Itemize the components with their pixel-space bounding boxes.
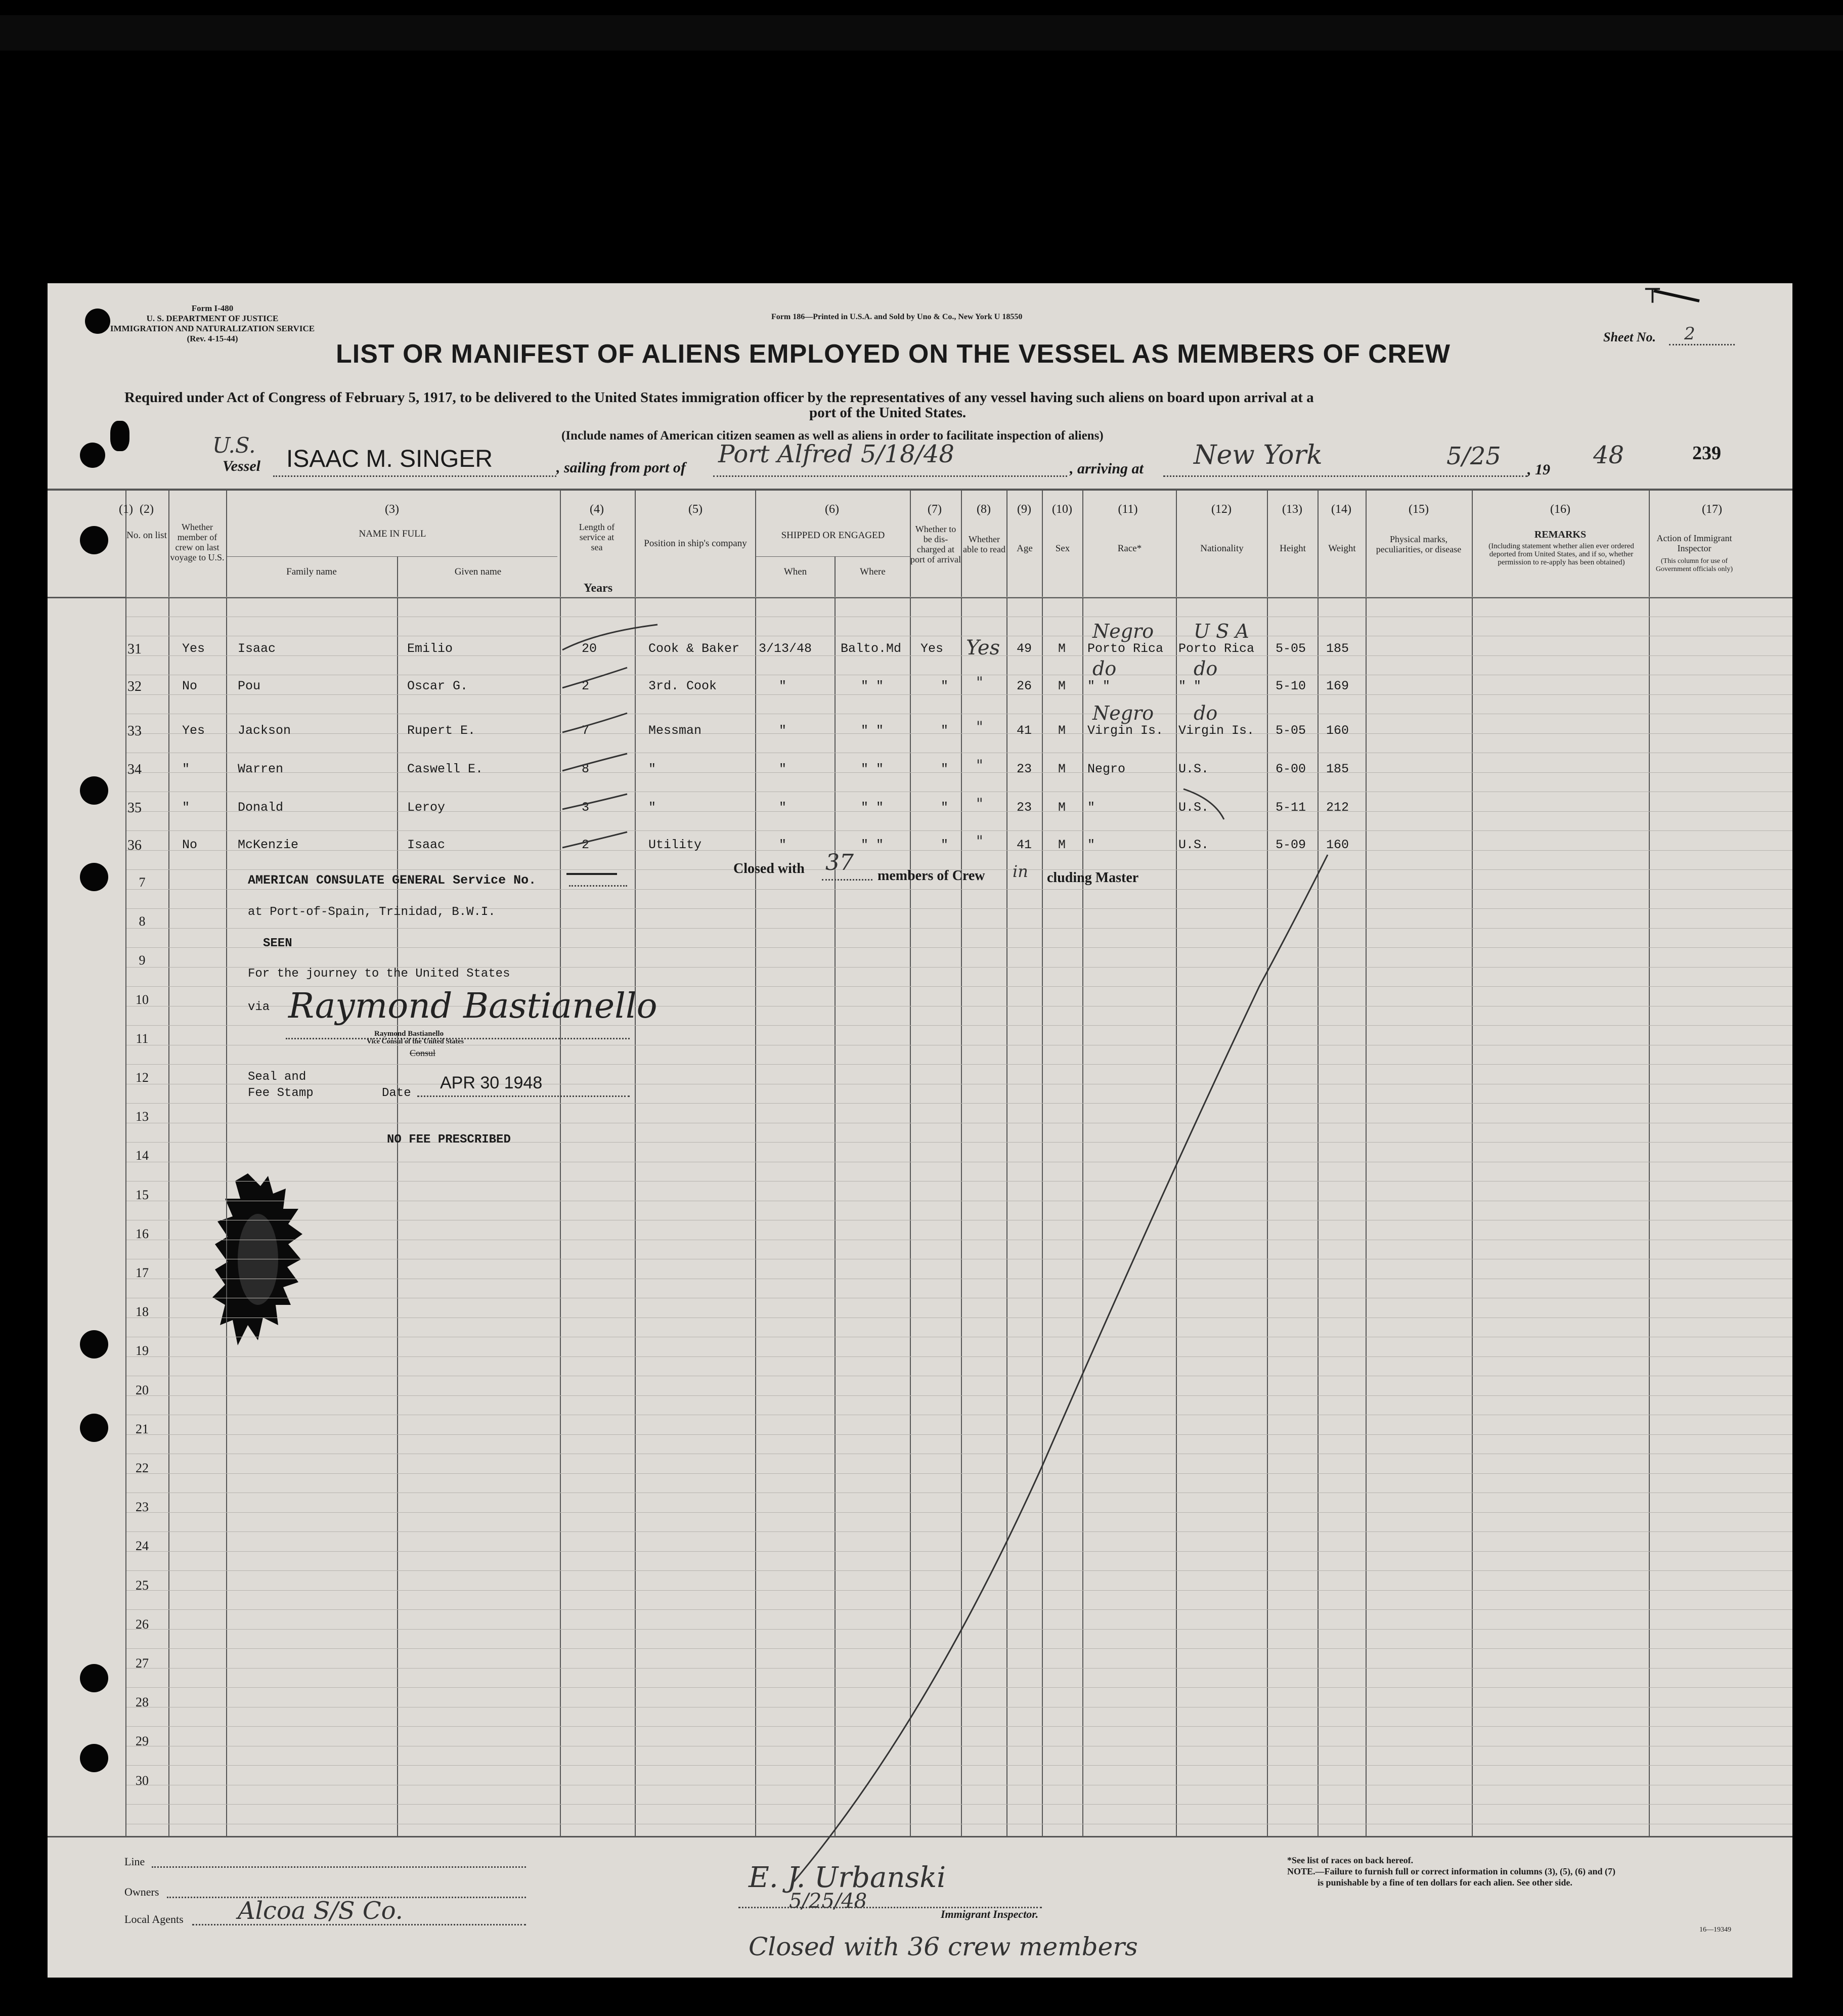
line-number: 9 — [139, 953, 146, 968]
line-number: 24 — [136, 1539, 149, 1553]
row-age: 41 — [1017, 838, 1032, 852]
row-position: Messman — [648, 723, 702, 738]
col-num-7: (7) — [928, 503, 942, 516]
line-number: 28 — [136, 1695, 149, 1710]
footer-line-label: Line — [124, 1855, 145, 1868]
closing-text-2: members of Crew — [877, 868, 985, 884]
row-shipped-when: " — [779, 800, 787, 815]
row-last-voyage: Yes — [182, 723, 205, 738]
date-label: Date — [382, 1086, 411, 1100]
col-num-6: (6) — [825, 503, 839, 516]
row-line-number: 31 — [127, 641, 142, 657]
row-last-voyage: No — [182, 679, 198, 693]
row-discharged: " — [941, 723, 949, 738]
page-number: 239 — [1692, 443, 1721, 464]
line-number: 7 — [139, 875, 146, 890]
row-family-name: Pou — [238, 679, 261, 693]
row-sex: M — [1058, 762, 1066, 776]
row-race: Porto Rica — [1087, 641, 1164, 656]
row-able-to-read: " — [976, 674, 983, 691]
row-nationality: U.S. — [1178, 838, 1209, 852]
line-number: 12 — [136, 1070, 149, 1085]
line-number: 30 — [136, 1773, 149, 1788]
document-title: LIST OR MANIFEST OF ALIENS EMPLOYED ON THE VESSEL AS MEMBERS OF CREW — [336, 339, 1451, 369]
header-remarks: REMARKS — [1534, 529, 1587, 540]
row-weight: 169 — [1326, 679, 1349, 693]
line-number: 23 — [136, 1500, 149, 1514]
row-weight: 212 — [1326, 800, 1349, 815]
col-num-13: (13) — [1282, 503, 1302, 516]
row-line-number: 33 — [127, 723, 142, 739]
header-weight: Weight — [1328, 543, 1356, 554]
row-last-voyage: " — [182, 762, 190, 776]
inspector-label: Immigrant Inspector. — [941, 1908, 1039, 1920]
row-position: " — [648, 800, 656, 815]
row-weight: 160 — [1326, 723, 1349, 738]
row-sex: M — [1058, 723, 1066, 738]
row-race: Negro — [1087, 762, 1126, 776]
row-years-service: 2 — [582, 679, 590, 693]
header-age: Age — [1017, 543, 1033, 554]
vessel-prefix: U.S. — [212, 433, 256, 458]
row-shipped-when: " — [779, 838, 787, 852]
col-num-16: (16) — [1550, 503, 1570, 516]
inspector-date: 5/25/48 — [789, 1890, 867, 1913]
row-race: " — [1087, 838, 1095, 852]
form-dept: U. S. DEPARTMENT OF JUSTICE — [146, 314, 279, 323]
row-shipped-where: " " — [861, 679, 884, 693]
row-race-annotation: Negro — [1092, 620, 1154, 642]
row-line-number: 36 — [127, 838, 142, 853]
header-years: Years — [583, 582, 613, 595]
row-given-name: Emilio — [407, 641, 453, 656]
vessel-label: Vessel — [223, 458, 260, 474]
row-able-to-read: " — [976, 832, 983, 850]
header-remarks-note: (Including statement whether alien ever ordered deported from United States, and if so, whether permission to re-apply has been obtained) — [1488, 542, 1634, 566]
col-num-14: (14) — [1331, 503, 1351, 516]
failure-note-2: is punishable by a fine of ten dollars for each alien. See other side. — [1318, 1877, 1572, 1888]
row-height: 5-10 — [1276, 679, 1306, 693]
row-able-to-read: " — [976, 718, 983, 736]
header-height: Height — [1280, 543, 1306, 554]
row-shipped-where: " " — [861, 800, 884, 815]
consul-label: Consul — [410, 1048, 436, 1058]
row-nationality: U.S. — [1178, 800, 1209, 815]
row-family-name: Jackson — [238, 723, 291, 738]
vessel-name: ISAAC M. SINGER — [286, 446, 493, 472]
row-last-voyage: Yes — [182, 641, 205, 656]
fee-stamp-label: Fee Stamp — [248, 1086, 314, 1100]
consulate-journey: For the journey to the United States — [248, 967, 510, 981]
subtitle-line-2: port of the United States. — [809, 405, 967, 421]
row-given-name: Caswell E. — [407, 762, 484, 776]
row-weight: 185 — [1326, 641, 1349, 656]
row-sex: M — [1058, 800, 1066, 815]
row-position: Cook & Baker — [648, 641, 740, 656]
row-race: Virgin Is. — [1087, 723, 1164, 738]
line-number: 20 — [136, 1383, 149, 1397]
arriving-label: , arriving at — [1070, 460, 1144, 477]
row-given-name: Oscar G. — [407, 679, 468, 693]
row-shipped-when: " — [779, 762, 787, 776]
arrival-year: 48 — [1593, 441, 1625, 469]
row-line-number: 32 — [127, 679, 142, 694]
seal-label: Seal and — [248, 1070, 306, 1084]
consulate-via: via — [248, 1000, 270, 1014]
line-number: 15 — [136, 1188, 149, 1202]
no-fee-prescribed: NO FEE PRESCRIBED — [387, 1133, 511, 1147]
row-able-to-read: " — [976, 757, 983, 774]
row-nationality-annotation: U S A — [1194, 620, 1249, 642]
row-given-name: Leroy — [407, 800, 446, 815]
row-height: 5-11 — [1276, 800, 1306, 815]
row-years-service: 3 — [582, 800, 590, 815]
row-nationality-annotation: do — [1194, 658, 1218, 680]
row-weight: 185 — [1326, 762, 1349, 776]
row-discharged: " — [941, 838, 949, 852]
row-line-number: 35 — [127, 800, 142, 816]
header-last-voyage: Whether member of crew on last voyage to U.S. — [170, 522, 225, 562]
header-discharged: Whether to be dis-charged at port of arrival — [910, 524, 961, 564]
col-num-4: (4) — [590, 503, 604, 516]
row-able-to-read: " — [976, 795, 983, 813]
sheet-label: Sheet No. — [1603, 330, 1656, 344]
row-shipped-when: " — [779, 679, 787, 693]
header-sex: Sex — [1055, 543, 1070, 554]
line-number: 11 — [136, 1031, 149, 1046]
row-position: " — [648, 762, 656, 776]
row-given-name: Isaac — [407, 838, 446, 852]
header-when: When — [783, 566, 807, 577]
row-sex: M — [1058, 679, 1066, 693]
row-shipped-when: 3/13/48 — [759, 641, 812, 656]
row-family-name: Isaac — [238, 641, 276, 656]
line-number: 16 — [136, 1226, 149, 1241]
row-shipped-where: " " — [861, 723, 884, 738]
footer-agents-rule — [192, 1924, 526, 1925]
header-physical-marks: Physical marks, peculiarities, or disease — [1376, 534, 1462, 554]
col-num-9: (9) — [1017, 503, 1031, 516]
consulate-date: APR 30 1948 — [440, 1073, 543, 1092]
header-where: Where — [860, 566, 886, 577]
header-name-in-full: NAME IN FULL — [359, 529, 426, 539]
row-shipped-where: " " — [861, 762, 884, 776]
row-years-service: 2 — [582, 838, 590, 852]
row-age: 23 — [1017, 762, 1032, 776]
row-family-name: McKenzie — [238, 838, 299, 852]
row-nationality-annotation: do — [1194, 702, 1218, 724]
row-height: 5-09 — [1276, 838, 1306, 852]
row-able-to-read: Yes — [966, 636, 1000, 660]
line-number: 22 — [136, 1461, 149, 1475]
header-govt-only: (This column for use of Government officials only) — [1655, 557, 1733, 573]
consulate-line-2: at Port-of-Spain, Trinidad, B.W.I. — [248, 905, 496, 919]
closing-in: in — [1013, 862, 1028, 881]
row-discharged: " — [941, 679, 949, 693]
line-number: 19 — [136, 1343, 149, 1358]
line-number: 10 — [136, 992, 149, 1007]
consul-signature: Raymond Bastianello — [288, 986, 657, 1026]
row-sex: M — [1058, 641, 1066, 656]
col-num-1: (1) — [119, 503, 133, 516]
local-agents: Alcoa S/S Co. — [238, 1897, 403, 1925]
footer-line-rule — [152, 1866, 526, 1868]
header-no-on-list: No. on list — [126, 530, 167, 541]
footer-agents-label: Local Agents — [124, 1913, 184, 1925]
header-able-read: Whether able to read — [963, 534, 1005, 554]
closing-count: 37 — [825, 850, 854, 875]
row-height: 6-00 — [1276, 762, 1306, 776]
arrival-date: 5/25 — [1446, 442, 1501, 470]
header-race: Race* — [1117, 543, 1142, 554]
consulate-line-1: AMERICAN CONSULATE GENERAL Service No. — [248, 873, 537, 888]
signer-name: Raymond Bastianello — [374, 1030, 444, 1038]
row-years-service: 8 — [582, 762, 590, 776]
consulate-seen: SEEN — [263, 937, 292, 950]
corner-mark: ⊤ — [1644, 285, 1661, 307]
form-rev: (Rev. 4-15-44) — [187, 334, 238, 343]
row-position: 3rd. Cook — [648, 679, 717, 693]
closed-note: Closed with 36 crew members — [749, 1932, 1138, 1961]
line-number: 8 — [139, 914, 146, 929]
line-number: 21 — [136, 1422, 149, 1436]
subtitle-line-1: Required under Act of Congress of February 5, 1917, to be delivered to the United States immigration officer by the representatives of any vessel having such aliens on board upon arrival at a — [124, 389, 1314, 406]
header-length-service: Length of service at sea — [579, 522, 615, 552]
closing-text-1: Closed with — [733, 861, 805, 876]
header-nationality: Nationality — [1200, 543, 1244, 554]
row-shipped-when: " — [779, 723, 787, 738]
col-num-2: (2) — [140, 503, 154, 516]
col-num-10: (10) — [1052, 503, 1072, 516]
header-given-name: Given name — [454, 566, 502, 577]
col-num-11: (11) — [1118, 503, 1138, 516]
line-number: 29 — [136, 1734, 149, 1748]
header-shipped-engaged: SHIPPED OR ENGAGED — [781, 530, 885, 541]
row-race: " — [1087, 800, 1095, 815]
row-nationality: Virgin Is. — [1178, 723, 1255, 738]
sailing-port: Port Alfred 5/18/48 — [718, 440, 954, 468]
col-num-3: (3) — [385, 503, 399, 516]
form-service: IMMIGRATION AND NATURALIZATION SERVICE — [110, 324, 315, 333]
row-height: 5-05 — [1276, 723, 1306, 738]
footer-owners-label: Owners — [124, 1886, 159, 1898]
row-discharged: Yes — [920, 641, 944, 656]
col-num-17: (17) — [1702, 503, 1722, 516]
header-family-name: Family name — [286, 566, 337, 577]
year-label: , 19 — [1527, 461, 1550, 478]
row-discharged: " — [941, 762, 949, 776]
row-nationality: " " — [1178, 679, 1202, 693]
row-age: 23 — [1017, 800, 1032, 815]
row-years-service: 20 — [582, 641, 597, 656]
row-position: Utility — [648, 838, 702, 852]
row-height: 5-05 — [1276, 641, 1306, 656]
row-line-number: 34 — [127, 762, 142, 777]
row-family-name: Donald — [238, 800, 284, 815]
line-number: 25 — [136, 1578, 149, 1593]
sheet-no: 2 — [1684, 324, 1695, 344]
races-note: *See list of races on back hereof. — [1287, 1855, 1414, 1865]
header-position: Position in ship's company — [644, 538, 747, 549]
row-weight: 160 — [1326, 838, 1349, 852]
line-number: 17 — [136, 1265, 149, 1280]
closing-text-3: cluding Master — [1047, 870, 1139, 886]
line-number: 18 — [136, 1304, 149, 1319]
header-action-inspector: Action of Immigrant Inspector — [1656, 533, 1732, 553]
row-family-name: Warren — [238, 762, 284, 776]
row-race: " " — [1087, 679, 1111, 693]
inspector-signature: E. J. Urbanski — [749, 1861, 946, 1894]
line-number: 26 — [136, 1617, 149, 1632]
col-num-15: (15) — [1409, 503, 1429, 516]
line-number: 14 — [136, 1148, 149, 1163]
row-shipped-where: Balto.Md — [841, 641, 902, 656]
row-shipped-where: " " — [861, 838, 884, 852]
row-nationality: Porto Rica — [1178, 641, 1255, 656]
subtitle-line-3: (Include names of American citizen seamen as well as aliens in order to facilitate inspection of aliens) — [561, 429, 1104, 443]
sailing-label: , sailing from port of — [556, 459, 686, 476]
row-age: 41 — [1017, 723, 1032, 738]
col-num-12: (12) — [1211, 503, 1232, 516]
signer-title: Vice Consul of the United States — [367, 1038, 464, 1045]
row-race-annotation: Negro — [1092, 702, 1154, 724]
row-given-name: Rupert E. — [407, 723, 476, 738]
row-age: 26 — [1017, 679, 1032, 693]
col-num-8: (8) — [977, 503, 991, 516]
row-years-service: 7 — [582, 723, 590, 738]
arriving-port: New York — [1194, 440, 1323, 470]
row-last-voyage: " — [182, 800, 190, 815]
printer-line: Form 186—Printed in U.S.A. and Sold by Uno & Co., New York U 18550 — [771, 313, 1023, 321]
row-race-annotation: do — [1092, 658, 1117, 680]
row-last-voyage: No — [182, 838, 198, 852]
row-nationality: U.S. — [1178, 762, 1209, 776]
line-number: 13 — [136, 1109, 149, 1124]
line-number: 27 — [136, 1656, 149, 1671]
failure-note-1: NOTE.—Failure to furnish full or correct information in columns (3), (5), (6) and (7) — [1287, 1866, 1615, 1876]
form-number: Form I-480 — [191, 303, 234, 313]
row-age: 49 — [1017, 641, 1032, 656]
print-code: 16—19349 — [1699, 1926, 1731, 1934]
row-sex: M — [1058, 838, 1066, 852]
col-num-5: (5) — [688, 503, 703, 516]
row-discharged: " — [941, 800, 949, 815]
